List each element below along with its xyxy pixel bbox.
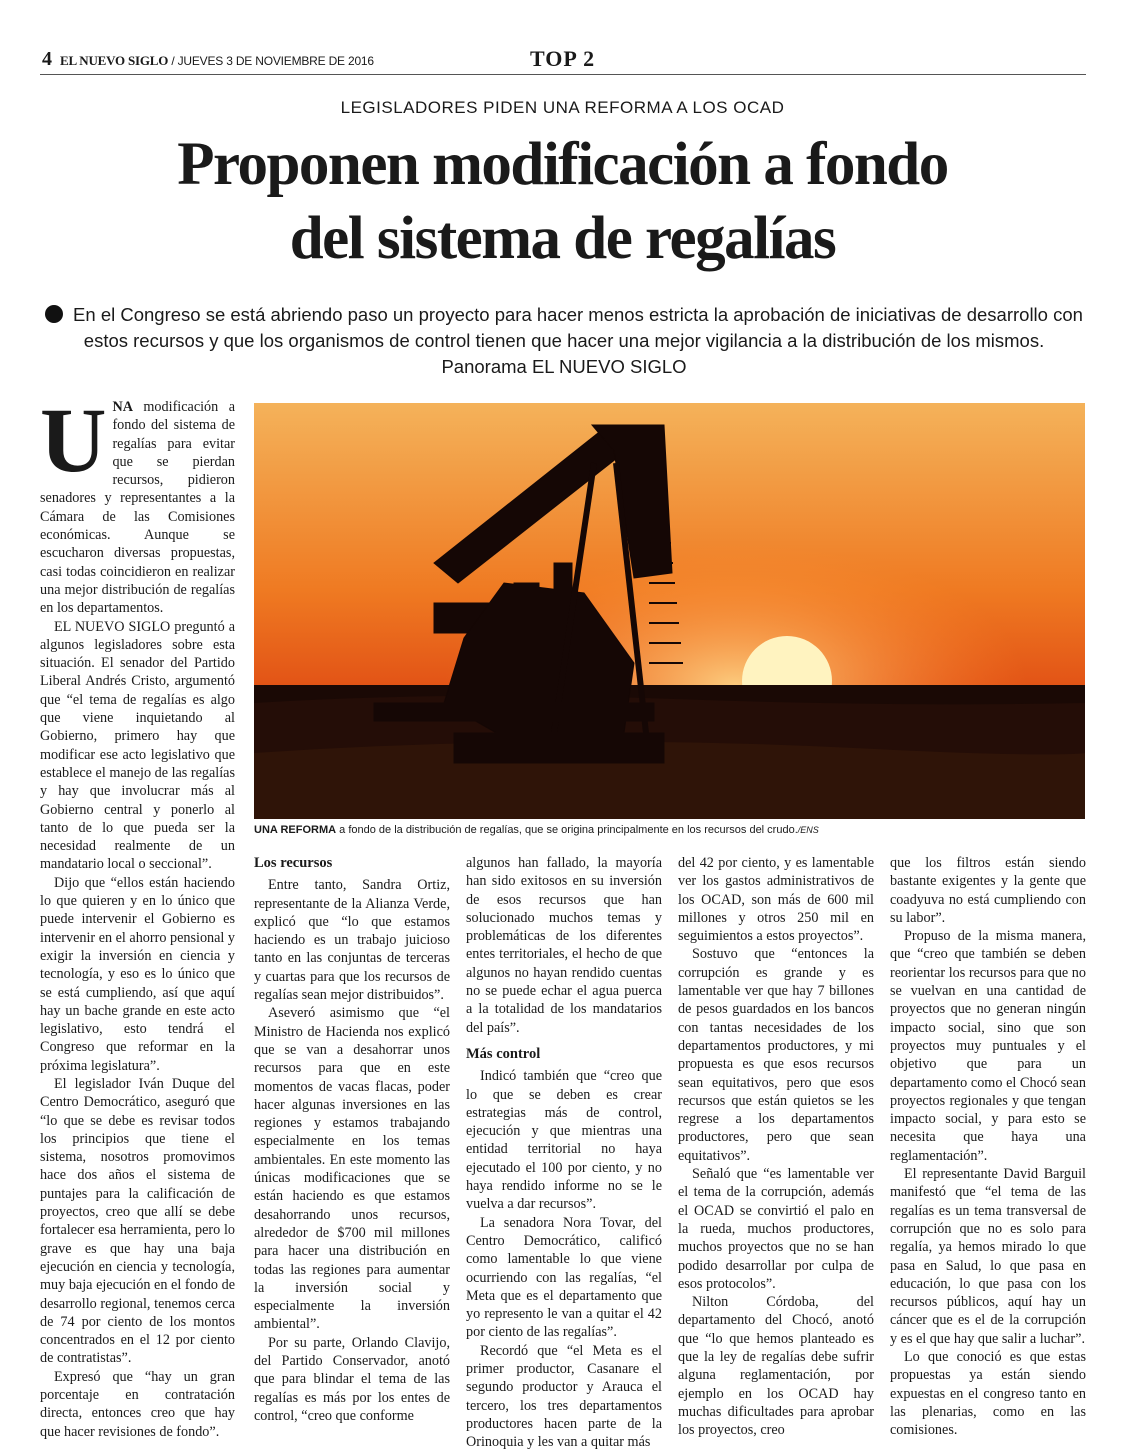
article-lead	[44, 302, 1084, 380]
issue-date: / JUEVES 3 DE NOVIEMBRE DE 2016	[171, 54, 374, 68]
headline-line-2: del sistema de regalías	[289, 205, 836, 272]
paragraph: La senadora Nora Tovar, del Centro Democrático, calificó como lamentable lo que viene ocurriendo con las regalías, “el Meta que es el departamento que yo represento le van a quitar el 42 por ciento de las regalías”.	[466, 1214, 662, 1341]
caption-text: a fondo de la distribución de regalías, que se origina principalmente en los recursos del crudo.	[336, 824, 798, 836]
paragraph: del 42 por ciento, y es lamentable ver los gastos administrativos de los OCAD, son más de 600 mil millones y otros 250 mil en seguimientos a estos proyectos”.	[678, 855, 874, 945]
paper-dateline	[60, 53, 374, 69]
lead-text: En el Congreso se está abriendo paso un proyecto para hacer menos estricta la aprobación de iniciativas de desarrollo con estos recursos y que los organismos de control tienen que hacer una mejor vigilancia a la distribución de los mismos.	[73, 304, 1083, 351]
opening-bold: NA	[112, 399, 133, 415]
column-5	[890, 854, 1086, 1440]
paragraph	[40, 389, 235, 618]
column-1	[40, 389, 236, 1441]
paragraph: Nilton Córdoba, del departamento del Chocó, anotó que “lo que hemos planteado es que la ley de regalías debe sufrir alguna reglamentación, por ejemplo en los OCAD hay muchas dificultades para aprobar los proyectos, creo	[678, 1294, 874, 1439]
paragraph: Lo que conoció es que estas propuestas ya están siendo expuestas en el congreso tanto en las plenarias, como en las comisiones.	[890, 1349, 1086, 1439]
column-4	[678, 854, 874, 1440]
paragraph: Expresó que “hay un gran porcentaje en contratación directa, entonces creo que hay que hacer revisiones de fondo”.	[40, 1368, 235, 1440]
paper-name: EL NUEVO SIGLO	[60, 53, 169, 68]
bullet-icon	[45, 305, 63, 323]
drop-cap: U	[40, 389, 107, 491]
page-header	[40, 48, 1086, 75]
article-headline	[0, 128, 1125, 276]
column-2	[254, 854, 450, 1425]
paragraph: Dijo que “ellos están haciendo lo que quieren y en lo único que puede intervenir el Gobierno es intervenir en el ahorro pensional y exigir la inversión en ciencia y tecnología, y eso es lo único que se está cumpliendo, así que aquí hay un bache grande en este acto legislativo, esto tendrá el Congreso que reformar en la próxima legislatura”.	[40, 874, 236, 1074]
paragraph: EL NUEVO SIGLO preguntó a algunos legisladores sobre esta situación. El senador del Partido Liberal Andrés Cristo, argumentó que “el tema de regalías es algo que viene inquietando al Gobierno, primero hay que modificar ese acto legislativo que establece el manejo de las regalías y hay que involucrar más al Gobierno central y ponerlo al tanto de lo que pueda ser la necesidad realmente de un mandatario local o seccional”.	[40, 618, 235, 873]
article-credit: Panorama EL NUEVO SIGLO	[441, 356, 687, 377]
paragraph-text: modificación a fondo del sistema de regalías para evitar que se pierdan recursos, pidieron senadores y representantes a la Cámara de las Comisiones económicas. Aunque se escucharon diversas propuestas, casi todas coincidieron en realizar una mejor distribución de regalías en los departamentos.	[40, 399, 235, 617]
paragraph: Entre tanto, Sandra Ortiz, representante de la Alianza Verde, explicó que “lo que estamos haciendo es un trabajo juicioso tanto en las conjuntas de terceras y cuartas para que los recursos de regalías sean mejor distribuidos”.	[254, 877, 450, 1004]
paragraph: que los filtros están siendo bastante exigentes y la gente que coadyuva no está cumpliendo con su labor”.	[890, 855, 1086, 926]
paragraph: Propuso de la misma manera, que “creo que también se deben reorientar los recursos para que no se vuelvan en una cantidad de proyectos que no generan ningún impacto social, sino que son proyectos muy puntuales y el objetivo que para un departamento como el Chocó sean proyectos regionales y que tengan impacto social, y para esto se necesita que haya una reglamentación”.	[890, 928, 1086, 1164]
subheading: Los recursos	[254, 855, 333, 871]
column-3	[466, 854, 662, 1452]
paragraph: Aseveró asimismo que “el Ministro de Hacienda nos explicó que se van a desahorrar unos recursos para que en este momentos de vacas flacas, poder hacer algunas inversiones en las regiones y estamos trabajando especialmente en los temas ambientales. En este momento las únicas modificaciones que se están haciendo es que estamos desahorrando unos recursos, alrededor de $700 mil millones para hacer una distribución en todas las regiones para aumentar la inversión social y especialmente la inversión ambiental”.	[254, 1005, 450, 1333]
paragraph: algunos han fallado, la mayoría han sido exitosos en su inversión de esos recursos que han solucionado muchos temas y problemáticas de los diferentes entes territoriales, el hecho de que algunos no hayan rendido cuentas no se puede echar el agua puerca a la totalidad de los mandatarios del país”.	[466, 855, 662, 1036]
paragraph: Indicó también que “creo que lo que se deben es crear estrategias más de control, ejecución y que mientras una entidad territorial no haya ejecutado el 100 por ciento, y no haya rendido informe no se le vuelva a dar recursos”.	[466, 1068, 662, 1213]
page-number: 4	[42, 48, 52, 70]
oil-pump-photo	[254, 403, 1085, 819]
paragraph: El representante David Barguil manifestó que “el tema de las regalías es un tema transversal de corrupción que no es solo para regalía, ya hemos mirado lo que pasa en Salud, lo que pasa en educación, lo que pasa con los recursos públicos, aquí hay un cáncer que es el de la corrupción y es el que hay que salir a luchar”.	[890, 1166, 1086, 1347]
oil-pump-sunset-image	[254, 403, 1085, 819]
paragraph: Por su parte, Orlando Clavijo, del Partido Conservador, anotó que para blindar el tema de las regalías es más por los entes de control, “creo que conforme	[254, 1334, 450, 1424]
photo-caption	[254, 824, 1085, 836]
photo-credit: /ENS	[797, 825, 819, 835]
subheading: Más control	[466, 1045, 541, 1062]
article-kicker: LEGISLADORES PIDEN UNA REFORMA A LOS OCAD	[340, 98, 785, 117]
headline-line-1: Proponen modificación a fondo	[177, 131, 948, 198]
paragraph: Recordó que “el Meta es el primer productor, Casanare el segundo productor y Arauca el tercero, los tres departamentos productores hacen parte de la Orinoquia y les van a quitar más	[466, 1342, 662, 1451]
paragraph: Sostuvo que “entonces la corrupción es grande y es lamentable ver que hay 7 billones de pesos guardados en los bancos con tantas necesidades de los departamentos productores, y mi propuesta es que esos recursos sean equitativos, pero que esos recursos que están quietos se les regrese a los departamentos productores, pero que sean equitativos”.	[678, 946, 874, 1164]
paragraph: Señaló que “es lamentable ver el tema de la corrupción, además el OCAD se convirtió el palo en la rueda, muchos productores, muchos proyectos que no se han podido desarrollar por culpa de esos protocolos”.	[678, 1166, 874, 1292]
paragraph: El legislador Iván Duque del Centro Democrático, aseguró que “lo que se debe es revisar todos los principios que tiene el sistema, nosotros promovimos hace dos años el sistema de puntajes para la calificación de proyectos, creo que allí se debe fortalecer esa herramienta, pero lo grave es que hay una baja ejecución en ciencia y tecnología, muy baja ejecución en el fondo de desarrollo regional, tenemos cerca de 74 por ciento de los montos concentrados en el 12 por ciento de contratistas”.	[40, 1075, 235, 1367]
section-name: TOP 2	[530, 46, 596, 71]
caption-bold: UNA REFORMA	[254, 824, 337, 836]
